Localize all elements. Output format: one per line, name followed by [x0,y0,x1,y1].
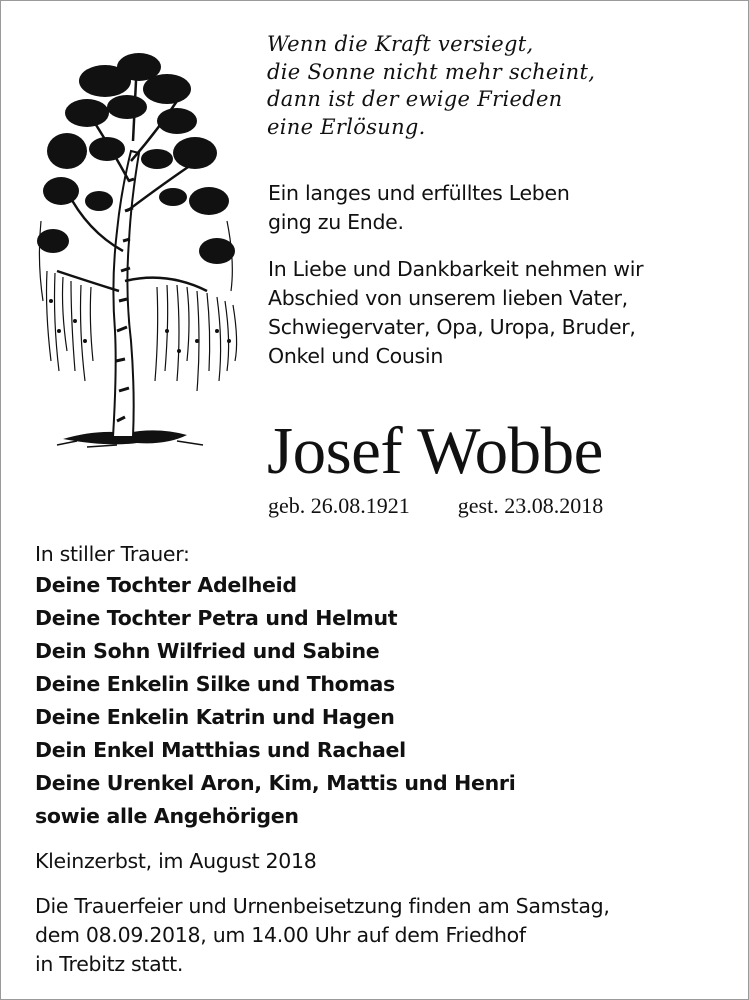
birch-tree-icon [27,41,243,461]
mourner-name: Dein Enkel Matthias und Rachael [35,738,406,762]
mourners [35,540,515,833]
poem-line: Wenn die Kraft versiegt, [267,32,534,56]
mourner-name: Dein Sohn Wilfried und Sabine [35,639,380,663]
life-dates [268,492,603,520]
poem-line: eine Erlösung. [267,114,426,139]
poem [267,31,595,141]
text-line: Ein langes und erfülltes Leben [268,181,570,205]
poem-line: die Sonne nicht mehr scheint, [267,59,596,84]
mourner-name: Deine Enkelin Silke und Thomas [35,672,395,696]
funeral-info [35,892,610,979]
text-line: in Trebitz statt. [35,952,184,976]
text-line: Abschied von unserem lieben Vater, [268,286,628,310]
place-date: Kleinzerbst, im August 2018 [35,849,317,873]
mourner-name: Deine Enkelin Katrin und Hagen [35,705,395,729]
mourners-list [35,569,515,833]
death-date: gest. 23.08.2018 [457,493,604,518]
poem-line: dann ist der ewige Frieden [267,87,563,111]
text-line: In Liebe und Dankbarkeit nehmen wir [268,257,644,281]
text-line: ging zu Ende. [268,210,404,234]
life-text [268,179,570,237]
text-line: Onkel und Cousin [268,344,444,368]
mourners-label: In stiller Trauer: [35,542,190,566]
text-line: dem 08.09.2018, um 14.00 Uhr auf dem Friedhof [35,923,526,947]
text-line: Schwiegervater, Opa, Uropa, Bruder, [268,315,636,339]
mourner-name: Deine Urenkel Aron, Kim, Mattis und Henri [35,771,516,795]
mourner-name: Deine Tochter Petra und Helmut [35,606,398,630]
deceased-name: Josef Wobbe [267,414,603,488]
birth-date: geb. 26.08.1921 [268,493,410,518]
mourner-name: sowie alle Angehörigen [35,804,299,828]
farewell-text [268,255,643,371]
text-line: Die Trauerfeier und Urnenbeisetzung finden am Samstag, [35,894,610,918]
mourner-name: Deine Tochter Adelheid [35,573,297,597]
